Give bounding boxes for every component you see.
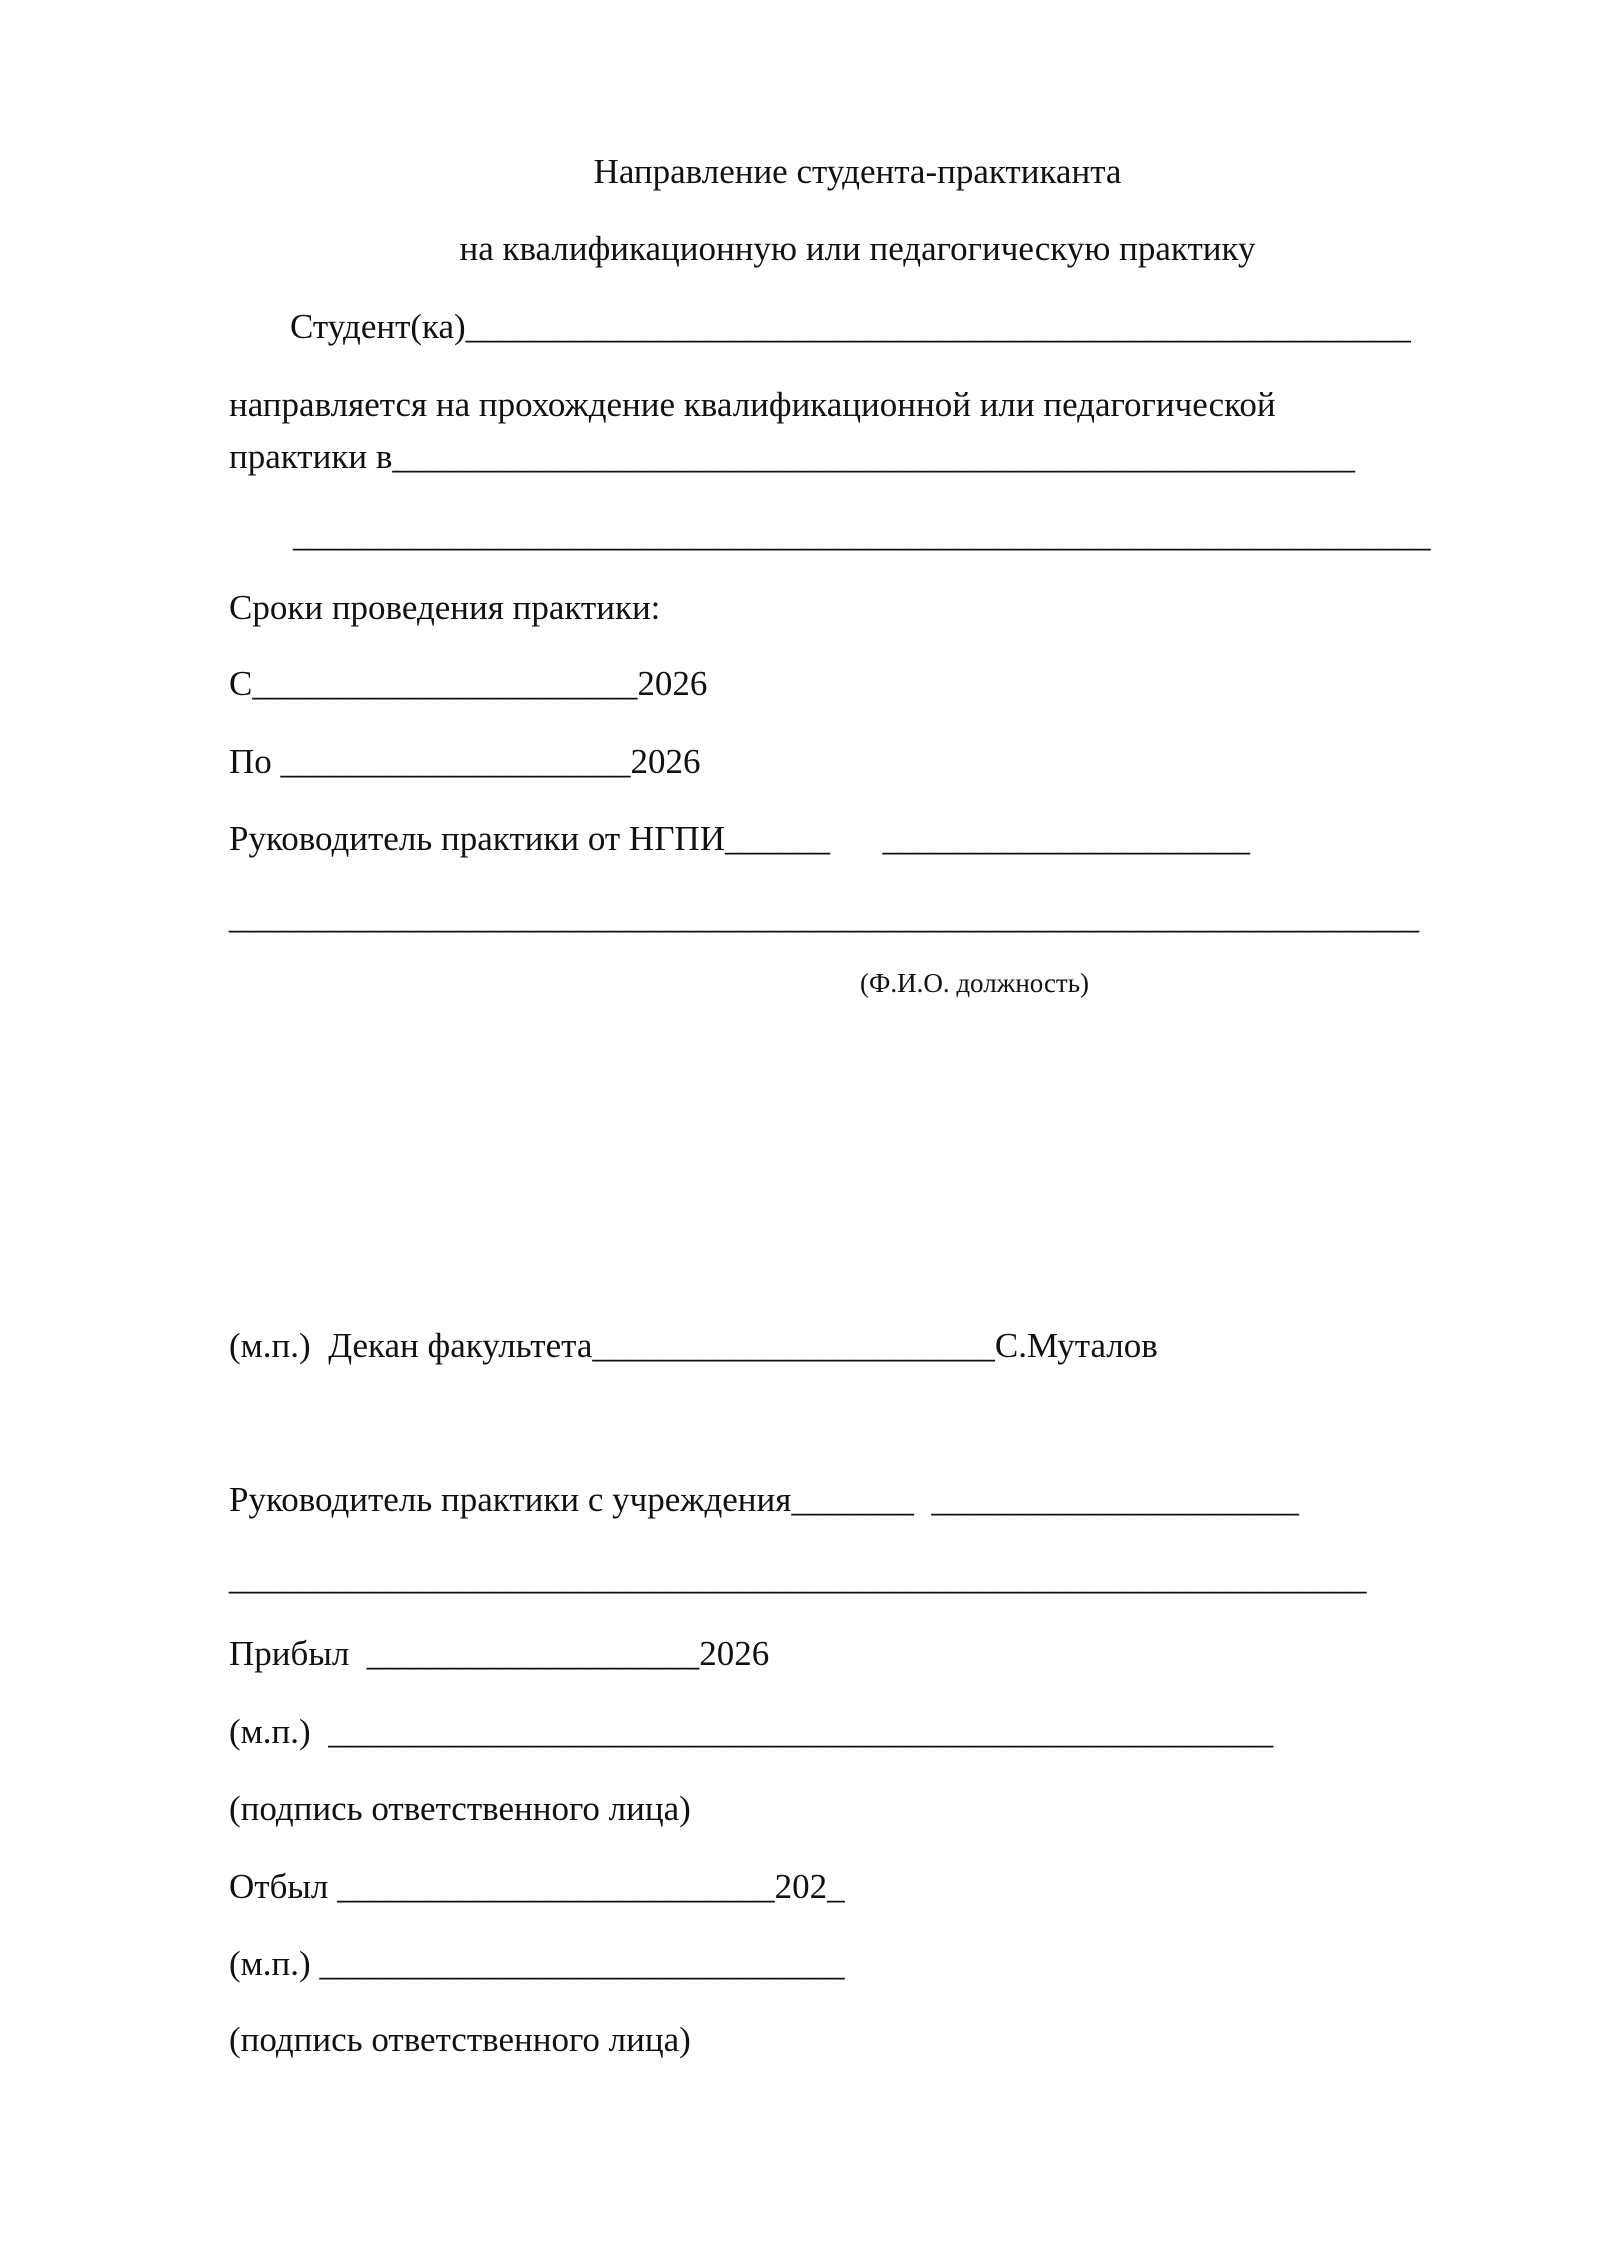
stamp-line-departure: (м.п.) ______________________________ <box>229 1944 845 1983</box>
practice-place-blank: _________________________________________________________________ <box>293 515 1431 554</box>
departed-field: Отбыл _________________________202_ <box>229 1867 845 1906</box>
fio-caption: (Ф.И.О. должность) <box>860 968 1090 998</box>
practice-terms-heading: Сроки проведения практики: <box>229 588 661 627</box>
date-to-field: По ____________________2026 <box>229 742 701 781</box>
document-title-line2: на квалификационную или педагогическую практику <box>459 229 1256 268</box>
student-field: Студент(ка)______________________________________________________ <box>290 307 1411 346</box>
practice-place-field: практики в_______________________________________________________ <box>229 437 1355 476</box>
supervisor-institution-blank: _________________________________________________________________ <box>229 1558 1367 1597</box>
supervisor-ngpi-field: Руководитель практики от НГПИ______ _____________________ <box>229 819 1250 858</box>
supervisor-ngpi-blank: ____________________________________________________________________ <box>229 897 1419 936</box>
dean-signature-line: (м.п.) Декан факультета_______________________С.Муталов <box>229 1326 1158 1365</box>
stamp-line-arrival: (м.п.) ______________________________________________________ <box>229 1712 1274 1751</box>
document-title-line1: Направление студента-практиканта <box>593 152 1122 191</box>
arrived-field: Прибыл ___________________2026 <box>229 1634 770 1673</box>
supervisor-institution-field: Руководитель практики с учреждения_______ _____________________ <box>229 1480 1299 1519</box>
directed-text-line1: направляется на прохождение квалификационной или педагогической <box>229 385 1276 424</box>
signature-caption-arrival: (подпись ответственного лица) <box>229 1789 691 1828</box>
date-from-field: С______________________2026 <box>229 664 708 703</box>
signature-caption-departure: (подпись ответственного лица) <box>229 2020 691 2059</box>
